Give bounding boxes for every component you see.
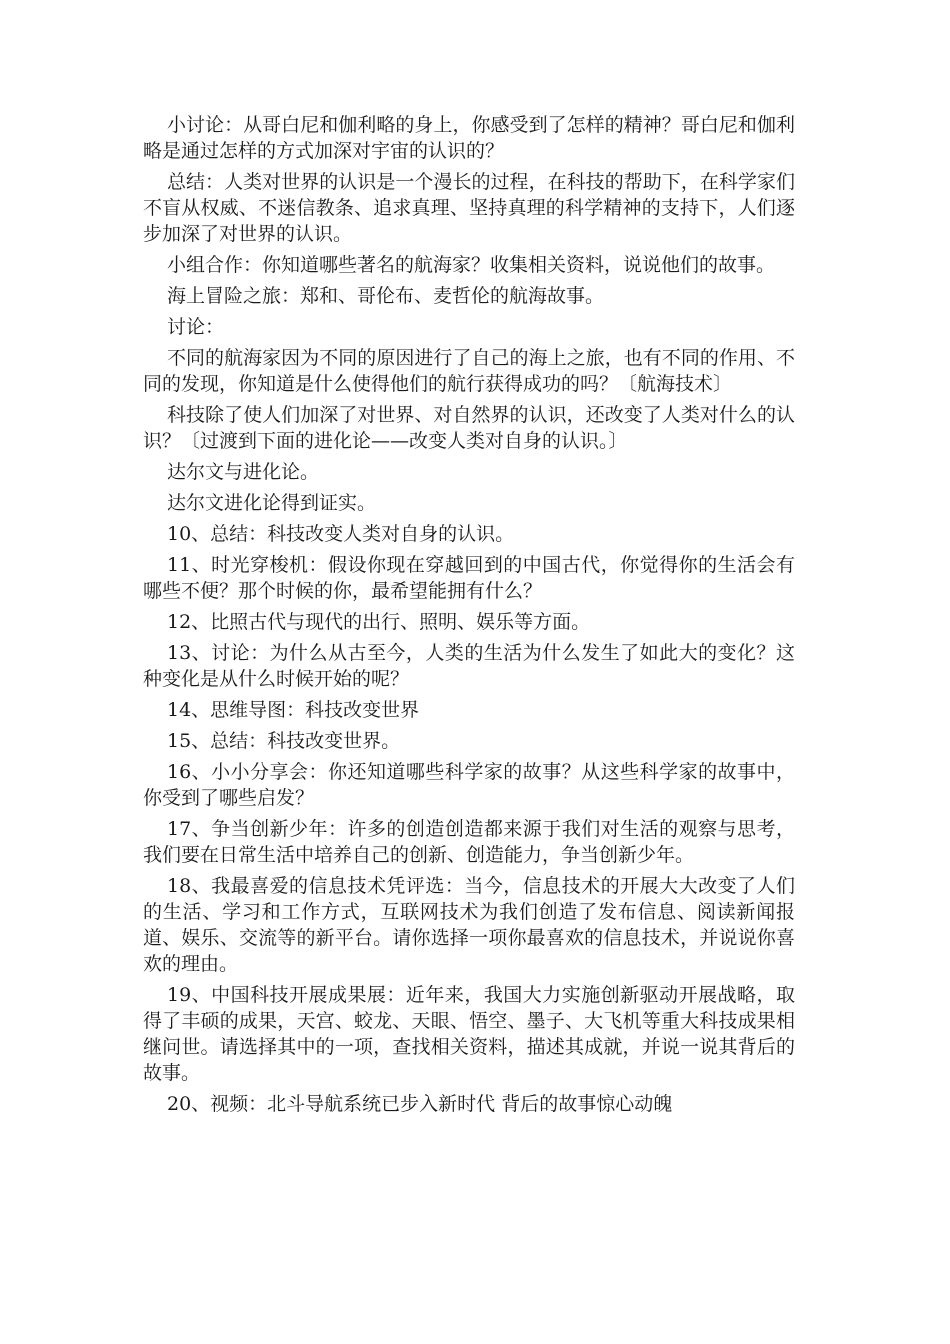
paragraph-group-cooperation: 小组合作：你知道哪些著名的航海家？收集相关资料，说说他们的故事。 bbox=[167, 254, 776, 276]
list-item-12: 12、比照古代与现代的出行、照明、娱乐等方面。 bbox=[167, 611, 591, 633]
paragraph-darwin-confirmed: 达尔文进化论得到证实。 bbox=[167, 492, 377, 514]
list-item-17: 17、争当创新少年：许多的创造创造都来源于我们对生活的观察与思考，我们要在日常生活中培养自己的创新、创造能力，争当创新少年。 bbox=[143, 818, 795, 866]
paragraph-discussion-label: 讨论： bbox=[167, 316, 225, 338]
paragraph-darwin-evolution: 达尔文与进化论。 bbox=[167, 461, 320, 483]
list-item-10: 10、总结：科技改变人类对自身的认识。 bbox=[167, 523, 515, 545]
list-item-15: 15、总结：科技改变世界。 bbox=[167, 730, 401, 752]
list-item-20: 20、视频：北斗导航系统已步入新时代 背后的故事惊心动魄 bbox=[167, 1093, 673, 1115]
paragraph-sea-adventure: 海上冒险之旅：郑和、哥伦布、麦哲伦的航海故事。 bbox=[167, 285, 605, 307]
list-item-16: 16、小小分享会：你还知道哪些科学家的故事？从这些科学家的故事中，你受到了哪些启发？ bbox=[143, 761, 795, 809]
list-item-11: 11、时光穿梭机：假设你现在穿越回到的中国古代，你觉得你的生活会有哪些不便？那个时候的你，最希望能拥有什么？ bbox=[143, 554, 795, 602]
paragraph-technology-transition: 科技除了使人们加深了对世界、对自然界的认识，还改变了人类对什么的认识？〔过渡到下面的进化论——改变人类对自身的认识。〕 bbox=[143, 404, 795, 452]
paragraph-summary-world-understanding: 总结：人类对世界的认识是一个漫长的过程，在科技的帮助下，在科学家们不盲从权威、不迷信教条、追求真理、坚持真理的科学精神的支持下，人们逐步加深了对世界的认识。 bbox=[143, 171, 795, 245]
list-item-18: 18、我最喜爱的信息技术凭评选：当今，信息技术的开展大大改变了人们的生活、学习和工作方式，互联网技术为我们创造了发布信息、阅读新闻报道、娱乐、交流等的新平台。请你选择一项你最喜欢的信息技术，并说说你喜欢的理由。 bbox=[143, 875, 795, 975]
paragraph-navigators-success: 不同的航海家因为不同的原因进行了自己的海上之旅，也有不同的作用、不同的发现，你知道是什么使得他们的航行获得成功的吗？〔航海技术〕 bbox=[143, 347, 795, 395]
list-item-13: 13、讨论：为什么从古至今，人类的生活为什么发生了如此大的变化？这种变化是从什么时候开始的呢？ bbox=[143, 642, 795, 690]
document-body bbox=[143, 112, 795, 1122]
list-item-14: 14、思维导图：科技改变世界 bbox=[167, 699, 420, 721]
paragraph-discussion-copernicus-galileo: 小讨论：从哥白尼和伽利略的身上，你感受到了怎样的精神？哥白尼和伽利略是通过怎样的方式加深对宇宙的认识的？ bbox=[143, 114, 795, 162]
list-item-19: 19、中国科技开展成果展：近年来，我国大力实施创新驱动开展战略，取得了丰硕的成果，天宫、蛟龙、天眼、悟空、墨子、大飞机等重大科技成果相继问世。请选择其中的一项，查找相关资料，描述其成就，并说一说其背后的故事。 bbox=[143, 984, 795, 1084]
